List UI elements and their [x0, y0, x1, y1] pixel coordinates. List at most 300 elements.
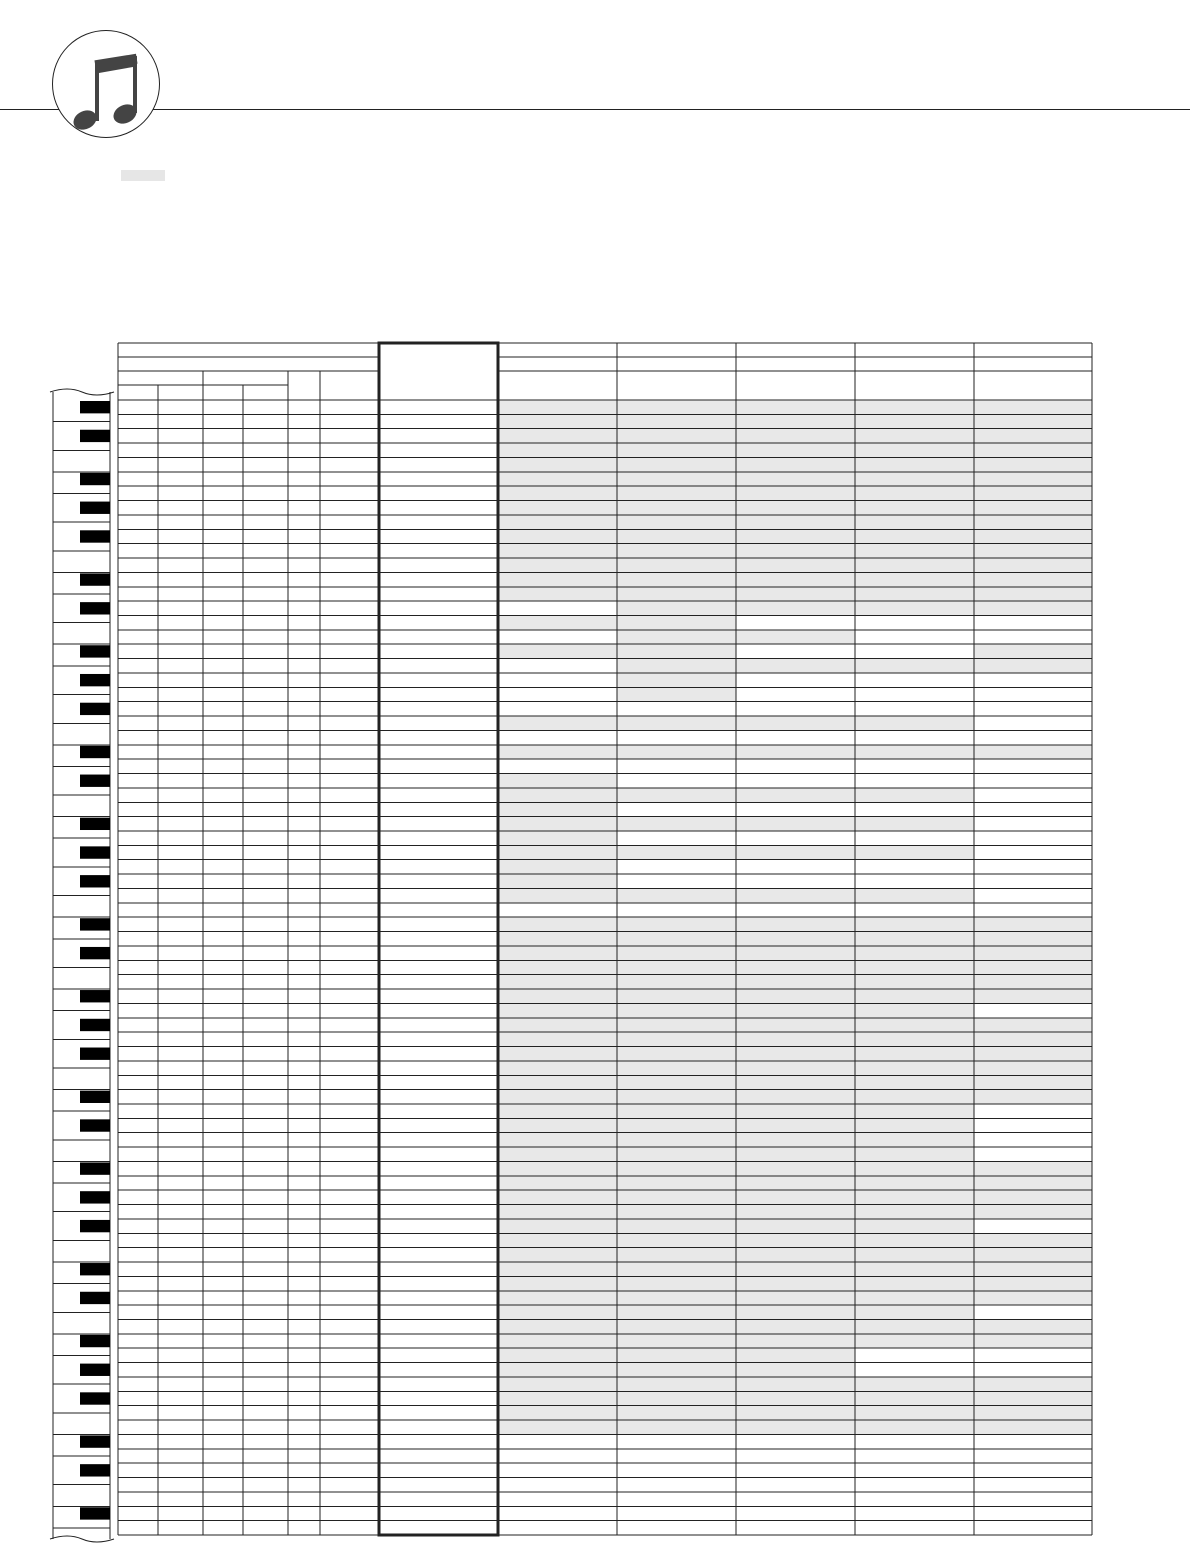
shaded-cell: [855, 501, 974, 515]
shaded-cell: [974, 1018, 1092, 1032]
shaded-cell: [498, 1047, 617, 1061]
shaded-cell: [736, 457, 855, 471]
shaded-cell: [855, 429, 974, 443]
shaded-cell: [736, 1061, 855, 1075]
shaded-cell: [736, 1348, 855, 1362]
shaded-cell: [617, 845, 736, 859]
shaded-cell: [498, 817, 617, 831]
shaded-cell: [736, 1248, 855, 1262]
shaded-cell: [974, 1161, 1092, 1175]
shaded-cell: [498, 1190, 617, 1204]
shaded-cell: [617, 1133, 736, 1147]
shaded-cell: [855, 529, 974, 543]
shaded-cell: [498, 1420, 617, 1434]
shaded-cell: [617, 1276, 736, 1290]
shaded-cell: [736, 659, 855, 673]
shaded-cell: [498, 429, 617, 443]
shaded-cell: [736, 1319, 855, 1333]
shaded-cell: [736, 788, 855, 802]
shaded-cell: [855, 572, 974, 586]
shaded-cell: [617, 989, 736, 1003]
shaded-cell: [855, 1190, 974, 1204]
shaded-cell: [617, 960, 736, 974]
shaded-cell: [498, 1391, 617, 1405]
black-key: [80, 1292, 110, 1304]
shaded-cell: [617, 1420, 736, 1434]
shaded-cell: [736, 529, 855, 543]
shaded-cell: [855, 1090, 974, 1104]
shaded-cell: [974, 486, 1092, 500]
shaded-cell: [617, 1406, 736, 1420]
shaded-cell: [498, 443, 617, 457]
shaded-cell: [736, 1190, 855, 1204]
shaded-cell: [498, 572, 617, 586]
shaded-cell: [736, 486, 855, 500]
shaded-cell: [855, 1118, 974, 1132]
shaded-cell: [736, 1018, 855, 1032]
shaded-cell: [974, 1334, 1092, 1348]
shaded-cell: [855, 1262, 974, 1276]
shaded-cell: [498, 1363, 617, 1377]
shaded-cell: [498, 587, 617, 601]
shaded-cell: [617, 1075, 736, 1089]
shaded-cell: [974, 960, 1092, 974]
shaded-cell: [855, 1104, 974, 1118]
shaded-cell: [617, 1363, 736, 1377]
shaded-cell: [974, 745, 1092, 759]
shaded-cell: [974, 457, 1092, 471]
shaded-cell: [498, 845, 617, 859]
shaded-cell: [855, 1276, 974, 1290]
shaded-cell: [974, 1061, 1092, 1075]
black-key: [80, 1364, 110, 1376]
shaded-cell: [974, 601, 1092, 615]
shaded-cell: [736, 1233, 855, 1247]
shaded-cell: [498, 989, 617, 1003]
black-key: [80, 674, 110, 686]
shaded-cell: [736, 1406, 855, 1420]
black-key: [80, 1464, 110, 1476]
black-key: [80, 1392, 110, 1404]
shaded-cell: [855, 1176, 974, 1190]
black-key: [80, 775, 110, 787]
shaded-cell: [498, 874, 617, 888]
shaded-cell: [974, 429, 1092, 443]
black-key: [80, 1191, 110, 1203]
shaded-cell: [498, 1133, 617, 1147]
shaded-cell: [736, 817, 855, 831]
shaded-cell: [736, 932, 855, 946]
shaded-cell: [617, 1147, 736, 1161]
shaded-cell: [974, 659, 1092, 673]
shaded-cell: [855, 659, 974, 673]
black-key: [80, 602, 110, 614]
shaded-cell: [736, 1291, 855, 1305]
shaded-cell: [855, 1391, 974, 1405]
shaded-cell: [855, 1420, 974, 1434]
shaded-cell: [617, 673, 736, 687]
shaded-cell: [498, 1233, 617, 1247]
shaded-cell: [736, 1161, 855, 1175]
shaded-cell: [617, 817, 736, 831]
shaded-cell: [736, 1118, 855, 1132]
keyboard-bottom-edge: [50, 1536, 114, 1542]
shaded-cell: [855, 1406, 974, 1420]
shaded-cell: [617, 601, 736, 615]
black-key: [80, 1335, 110, 1347]
shaded-cell: [974, 1205, 1092, 1219]
shaded-cell: [617, 946, 736, 960]
shaded-cell: [617, 1348, 736, 1362]
shaded-cell: [498, 501, 617, 515]
shaded-cell: [855, 817, 974, 831]
shaded-cell: [498, 716, 617, 730]
shaded-cell: [974, 1176, 1092, 1190]
shaded-cell: [617, 1291, 736, 1305]
shaded-cell: [498, 1319, 617, 1333]
shaded-cell: [974, 917, 1092, 931]
black-key: [80, 1507, 110, 1519]
black-key: [80, 1119, 110, 1131]
black-key: [80, 947, 110, 959]
shaded-cell: [617, 1161, 736, 1175]
shaded-cell: [617, 529, 736, 543]
shaded-cell: [974, 1420, 1092, 1434]
shaded-cell: [974, 558, 1092, 572]
shaded-cell: [855, 745, 974, 759]
shaded-cell: [855, 716, 974, 730]
shaded-cell: [498, 1262, 617, 1276]
shaded-cell: [498, 1061, 617, 1075]
shaded-cell: [974, 572, 1092, 586]
shaded-cell: [498, 917, 617, 931]
shaded-cell: [498, 802, 617, 816]
shaded-cell: [855, 1248, 974, 1262]
shaded-cell: [617, 1190, 736, 1204]
shaded-cell: [498, 1075, 617, 1089]
shaded-cell: [617, 558, 736, 572]
shaded-cell: [498, 1161, 617, 1175]
shaded-cell: [617, 1205, 736, 1219]
shaded-cell: [617, 917, 736, 931]
shaded-cell: [617, 515, 736, 529]
shaded-cell: [736, 1363, 855, 1377]
shaded-cell: [617, 1176, 736, 1190]
shaded-cell: [855, 472, 974, 486]
shaded-cell: [617, 932, 736, 946]
shaded-cell: [498, 486, 617, 500]
black-key: [80, 875, 110, 887]
shaded-cell: [498, 831, 617, 845]
shaded-cell: [736, 946, 855, 960]
shaded-cell: [498, 558, 617, 572]
shaded-cell: [974, 1090, 1092, 1104]
shaded-cell: [736, 1391, 855, 1405]
shaded-cell: [736, 587, 855, 601]
shaded-cell: [855, 1334, 974, 1348]
shaded-cell: [498, 1118, 617, 1132]
shaded-cell: [498, 946, 617, 960]
black-key: [80, 530, 110, 542]
shaded-cell: [617, 1391, 736, 1405]
black-key: [80, 1263, 110, 1275]
shaded-cell: [498, 1248, 617, 1262]
shaded-cell: [974, 1291, 1092, 1305]
shaded-cell: [736, 1003, 855, 1017]
shaded-cell: [855, 1291, 974, 1305]
shaded-cell: [617, 745, 736, 759]
black-key: [80, 1048, 110, 1060]
shaded-cell: [498, 400, 617, 414]
shaded-cell: [498, 472, 617, 486]
shaded-cell: [617, 486, 736, 500]
shaded-cell: [855, 558, 974, 572]
shaded-cell: [617, 1248, 736, 1262]
black-key: [80, 918, 110, 930]
shaded-cell: [855, 788, 974, 802]
shaded-cell: [736, 1205, 855, 1219]
shaded-cell: [736, 1420, 855, 1434]
shaded-cell: [617, 888, 736, 902]
shaded-cell: [974, 1319, 1092, 1333]
shaded-cell: [855, 1032, 974, 1046]
shaded-cell: [736, 1090, 855, 1104]
black-key: [80, 473, 110, 485]
shaded-cell: [736, 1276, 855, 1290]
shaded-cell: [617, 1118, 736, 1132]
shaded-cell: [974, 414, 1092, 428]
black-key: [80, 573, 110, 585]
shaded-cell: [855, 1305, 974, 1319]
shaded-cell: [498, 1104, 617, 1118]
shaded-cell: [855, 975, 974, 989]
shaded-cell: [617, 716, 736, 730]
shaded-cell: [498, 1377, 617, 1391]
shaded-cell: [736, 1305, 855, 1319]
shaded-cell: [736, 989, 855, 1003]
black-key: [80, 1162, 110, 1174]
shaded-cell: [855, 1161, 974, 1175]
shaded-cell: [498, 544, 617, 558]
shaded-cell: [974, 1233, 1092, 1247]
shaded-cell: [617, 414, 736, 428]
shaded-cell: [617, 572, 736, 586]
shaded-cell: [736, 400, 855, 414]
shaded-cell: [736, 716, 855, 730]
shaded-cell: [974, 501, 1092, 515]
shaded-cell: [974, 1262, 1092, 1276]
shaded-cell: [498, 457, 617, 471]
shaded-cell: [855, 1147, 974, 1161]
shaded-cell: [736, 630, 855, 644]
shaded-cell: [974, 515, 1092, 529]
shaded-cell: [617, 975, 736, 989]
shaded-cell: [855, 1133, 974, 1147]
shaded-cell: [855, 515, 974, 529]
shaded-cell: [498, 1406, 617, 1420]
shaded-cell: [974, 443, 1092, 457]
black-key: [80, 430, 110, 442]
black-key: [80, 1220, 110, 1232]
shaded-cell: [736, 472, 855, 486]
shaded-cell: [736, 443, 855, 457]
black-key: [80, 502, 110, 514]
shaded-cell: [974, 1391, 1092, 1405]
shaded-cell: [855, 601, 974, 615]
shaded-cell: [498, 616, 617, 630]
shaded-cell: [617, 687, 736, 701]
shaded-cell: [855, 443, 974, 457]
shaded-cell: [855, 1075, 974, 1089]
shaded-cell: [617, 616, 736, 630]
shaded-cell: [617, 1319, 736, 1333]
shaded-cell: [855, 1377, 974, 1391]
shaded-cell: [855, 544, 974, 558]
shaded-cell: [617, 587, 736, 601]
shaded-cell: [855, 917, 974, 931]
shaded-cell: [498, 1032, 617, 1046]
shaded-cell: [498, 975, 617, 989]
black-key: [80, 645, 110, 657]
shaded-cell: [974, 1047, 1092, 1061]
shaded-cell: [736, 1377, 855, 1391]
shaded-cell: [855, 486, 974, 500]
shaded-cell: [855, 1003, 974, 1017]
shaded-cell: [974, 1190, 1092, 1204]
black-key: [80, 703, 110, 715]
shaded-cell: [736, 888, 855, 902]
shaded-cell: [736, 960, 855, 974]
shaded-cell: [617, 400, 736, 414]
shaded-cell: [974, 529, 1092, 543]
shaded-cell: [736, 544, 855, 558]
shaded-cell: [974, 1377, 1092, 1391]
shaded-cell: [736, 745, 855, 759]
shaded-cell: [736, 1334, 855, 1348]
shaded-cell: [617, 788, 736, 802]
shaded-cell: [736, 1219, 855, 1233]
shaded-cell: [617, 501, 736, 515]
keyboard-top-edge: [50, 389, 114, 395]
shaded-cell: [855, 1061, 974, 1075]
shaded-cell: [498, 1176, 617, 1190]
shaded-cell: [855, 946, 974, 960]
shaded-cell: [855, 414, 974, 428]
shaded-cell: [498, 1334, 617, 1348]
shaded-cell: [736, 572, 855, 586]
shaded-cell: [855, 960, 974, 974]
shaded-cell: [855, 1205, 974, 1219]
shaded-cell: [855, 587, 974, 601]
shaded-cell: [855, 1047, 974, 1061]
shaded-cell: [974, 946, 1092, 960]
shaded-cell: [974, 1075, 1092, 1089]
shaded-cell: [498, 1003, 617, 1017]
black-key: [80, 990, 110, 1002]
shaded-cell: [855, 457, 974, 471]
shaded-cell: [736, 429, 855, 443]
shaded-cell: [974, 400, 1092, 414]
shaded-cell: [974, 1032, 1092, 1046]
shaded-cell: [617, 1061, 736, 1075]
shaded-cell: [617, 1233, 736, 1247]
shaded-cell: [617, 1032, 736, 1046]
black-key: [80, 401, 110, 413]
shaded-cell: [736, 558, 855, 572]
shaded-cell: [974, 472, 1092, 486]
black-key: [80, 746, 110, 758]
shaded-cell: [736, 501, 855, 515]
shaded-cell: [498, 515, 617, 529]
black-key: [80, 1091, 110, 1103]
shaded-cell: [617, 1305, 736, 1319]
shaded-cell: [736, 975, 855, 989]
shaded-cell: [498, 960, 617, 974]
shaded-cell: [736, 515, 855, 529]
shaded-cell: [498, 1205, 617, 1219]
shaded-cell: [498, 1090, 617, 1104]
shaded-cell: [498, 1348, 617, 1362]
shaded-cell: [498, 788, 617, 802]
shaded-cell: [498, 1147, 617, 1161]
shaded-cell: [498, 414, 617, 428]
shaded-cell: [855, 932, 974, 946]
shaded-cell: [617, 1090, 736, 1104]
shaded-cell: [617, 544, 736, 558]
shaded-cell: [974, 1276, 1092, 1290]
shaded-cell: [736, 1075, 855, 1089]
shaded-cell: [855, 1319, 974, 1333]
shaded-cell: [498, 644, 617, 658]
shaded-cell: [855, 1219, 974, 1233]
shaded-cell: [498, 932, 617, 946]
shaded-cell: [617, 1219, 736, 1233]
shaded-cell: [498, 529, 617, 543]
shaded-cell: [855, 989, 974, 1003]
black-key: [80, 846, 110, 858]
shaded-cell: [974, 1248, 1092, 1262]
shaded-cell: [974, 587, 1092, 601]
black-key: [80, 1435, 110, 1447]
shaded-cell: [498, 1219, 617, 1233]
shaded-cell: [974, 644, 1092, 658]
shaded-cell: [855, 1233, 974, 1247]
shaded-cell: [498, 1018, 617, 1032]
shaded-cell: [617, 1047, 736, 1061]
shaded-cell: [855, 845, 974, 859]
shaded-cell: [498, 888, 617, 902]
shaded-cell: [498, 1305, 617, 1319]
shaded-cell: [617, 429, 736, 443]
shaded-cell: [736, 414, 855, 428]
shaded-cell: [498, 860, 617, 874]
shaded-cell: [617, 644, 736, 658]
black-key: [80, 818, 110, 830]
shaded-cell: [617, 1018, 736, 1032]
shaded-cell: [498, 1276, 617, 1290]
shaded-cell: [736, 1047, 855, 1061]
shaded-cell: [974, 932, 1092, 946]
shaded-cell: [617, 1377, 736, 1391]
shaded-cell: [617, 1334, 736, 1348]
shaded-cell: [736, 1147, 855, 1161]
shaded-cell: [498, 774, 617, 788]
highlight-column-frame: [379, 343, 498, 1535]
shaded-cell: [855, 400, 974, 414]
shaded-cell: [617, 1262, 736, 1276]
shaded-cell: [617, 1003, 736, 1017]
shaded-cell: [736, 601, 855, 615]
